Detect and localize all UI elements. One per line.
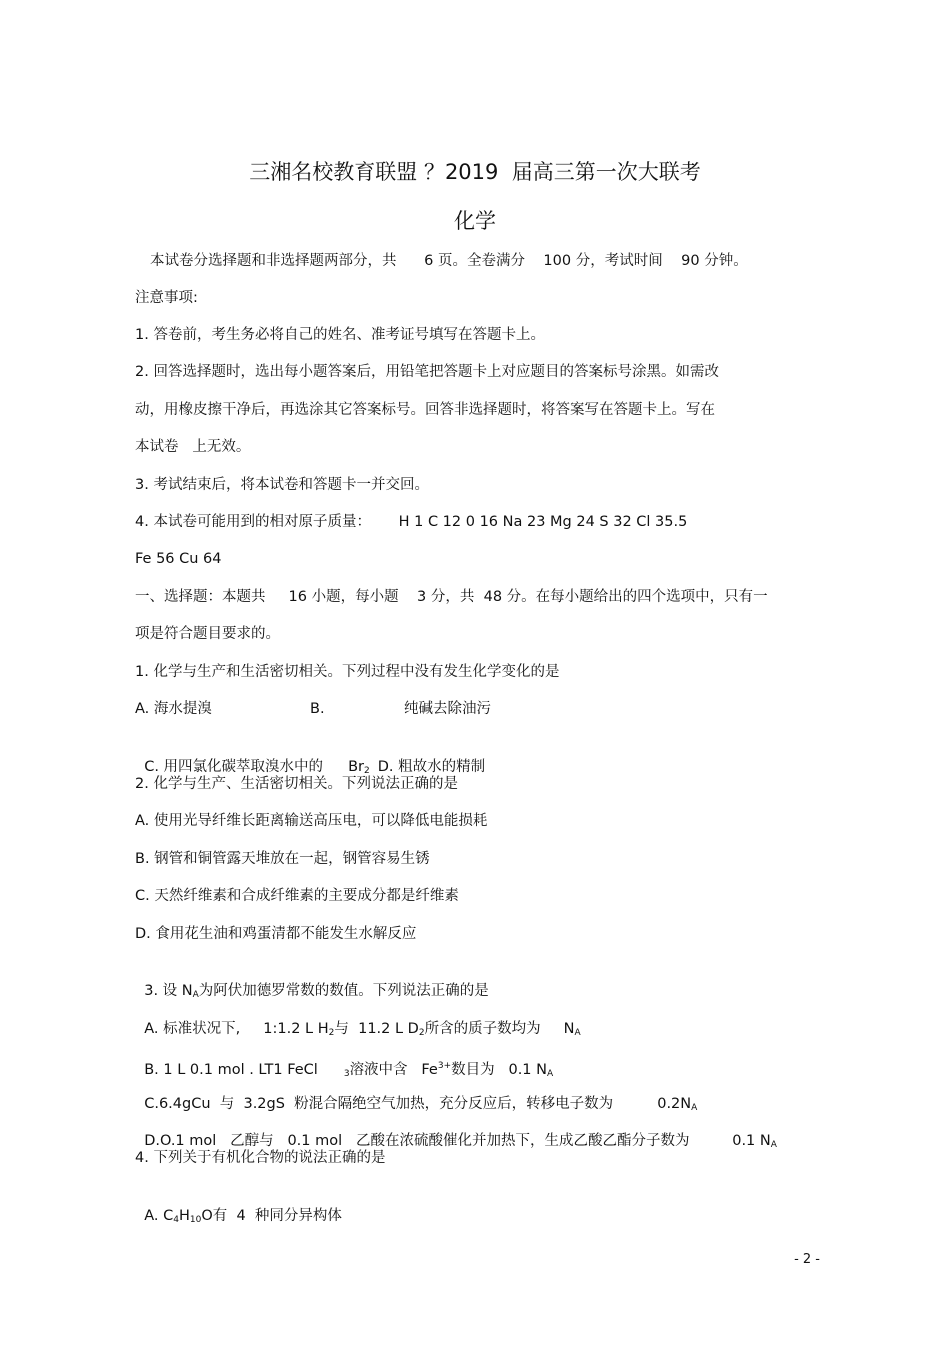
subscript: 2 <box>328 1028 335 1038</box>
subscript: A <box>574 1028 581 1038</box>
question-2-stem: 2. 化学与生产、生活密切相关。下列说法正确的是 <box>135 776 458 792</box>
option-b-middle: 溶液中含 Fe <box>349 1062 438 1078</box>
question-1-option-b-label: B. <box>310 701 325 717</box>
option-d-text: D. 粗故水的精制 <box>377 759 486 775</box>
option-a-suffix: O有 4 种同分异构体 <box>201 1208 342 1224</box>
stem-subscript: A <box>192 990 199 1000</box>
question-2-option-a: A. 使用光导纤维长距离输送高压电，可以降低电能损耗 <box>135 813 488 829</box>
section-heading-line-1: 一、选择题：本题共 16 小题，每小题 3 分，共 48 分。在每小题给出的四个选项中，只有一 <box>135 589 768 605</box>
option-a-suffix: 所含的质子数均为 N <box>424 1021 575 1037</box>
notice-item-2-line-3: 本试卷 上无效。 <box>135 439 251 455</box>
superscript: 3+ <box>437 1061 452 1071</box>
subscript: 3 <box>343 1069 350 1079</box>
question-2-option-b: B. 钢管和铜管露天堆放在一起，钢管容易生锈 <box>135 851 430 867</box>
question-1-option-b-text: 纯碱去除油污 <box>404 701 491 717</box>
stem-suffix: 为阿伏加德罗常数的数值。下列说法正确的是 <box>198 983 489 999</box>
question-3-option-c <box>135 1074 613 1114</box>
bromine-formula: Br <box>348 759 364 775</box>
option-b-suffix: 数目为 0.1 N <box>451 1062 547 1078</box>
question-2-option-c: C. 天然纤维素和合成纤维素的主要成分都是纤维素 <box>135 888 459 904</box>
subscript: A <box>691 1103 698 1113</box>
notice-item-1: 1. 答卷前，考生务必将自己的姓名、准考证号填写在答题卡上。 <box>135 327 545 343</box>
option-c-text: C.6.4gCu 与 3.2gS 粉混合隔绝空气加热，充分反应后，转移电子数为 <box>144 1096 614 1112</box>
value: 0.1 N <box>732 1133 771 1149</box>
section-heading-line-2: 项是符合题目要求的。 <box>135 626 280 642</box>
option-a-prefix: A. 标准状况下, 1:1.2 L H <box>144 1021 329 1037</box>
option-a-prefix: A. C <box>144 1208 174 1224</box>
stem-prefix: 3. 设 N <box>144 983 193 999</box>
notice-heading: 注意事项: <box>135 290 198 306</box>
exam-title: 三湘名校教育联盟 ？2019 届高三第一次大联考 <box>249 160 701 184</box>
notice-item-2-line-2: 动，用橡皮擦干净后，再选涂其它答案标号。回答非选择题时，将答案写在答题卡上。写在 <box>135 402 715 418</box>
question-3-option-d-value <box>723 1111 777 1155</box>
option-a-middle: 与 11.2 L D <box>334 1021 419 1037</box>
page-number: - 2 - <box>794 1252 820 1267</box>
intro-text: 本试卷分选择题和非选择题两部分，共 6 页。全卷满分 100 分，考试时间 90 分钟。 <box>150 253 748 269</box>
subscript: A <box>770 1140 777 1150</box>
notice-item-2-line-1: 2. 回答选择题时，选出每小题答案后，用铅笔把答题卡上对应题目的答案标号涂黑。如需改 <box>135 364 719 380</box>
subject-title: 化学 <box>454 209 496 233</box>
question-1-option-a: A. 海水提溴 <box>135 701 212 717</box>
question-4-stem: 4. 下列关于有机化合物的说法正确的是 <box>135 1150 386 1166</box>
notice-item-4-line-2: Fe 56 Cu 64 <box>135 551 222 567</box>
value: 0.2N <box>657 1096 692 1112</box>
option-d-text: D.O.1 mol 乙醇与 0.1 mol 乙酸在浓硫酸催化并加热下，生成乙酸乙酯分子数为 <box>144 1133 690 1149</box>
subscript: A <box>546 1069 554 1079</box>
hydrogen: H <box>178 1208 190 1224</box>
bromine-subscript: 2 <box>363 766 370 776</box>
subscript: 2 <box>418 1028 425 1038</box>
subscript: 4 <box>173 1215 179 1225</box>
notice-item-3: 3. 考试结束后，将本试卷和答题卡一并交回。 <box>135 477 429 493</box>
question-2-option-d: D. 食用花生油和鸡蛋清都不能发生水解反应 <box>135 926 417 942</box>
notice-item-4-line-1: 4. 本试卷可能用到的相对原子质量： H 1 C 12 0 16 Na 23 Mg 24 S 32 Cl 35.5 <box>135 514 688 530</box>
subscript: 10 <box>189 1215 202 1225</box>
question-3-option-d <box>135 1111 689 1151</box>
question-4-option-a <box>135 1186 342 1230</box>
question-1-stem: 1. 化学与生产和生活密切相关。下列过程中没有发生化学变化的是 <box>135 664 560 680</box>
option-c-text: C. 用四氯化碳萃取溴水中的 <box>144 759 324 775</box>
option-b-prefix: B. 1 L 0.1 mol . LT1 FeCl <box>144 1062 318 1078</box>
